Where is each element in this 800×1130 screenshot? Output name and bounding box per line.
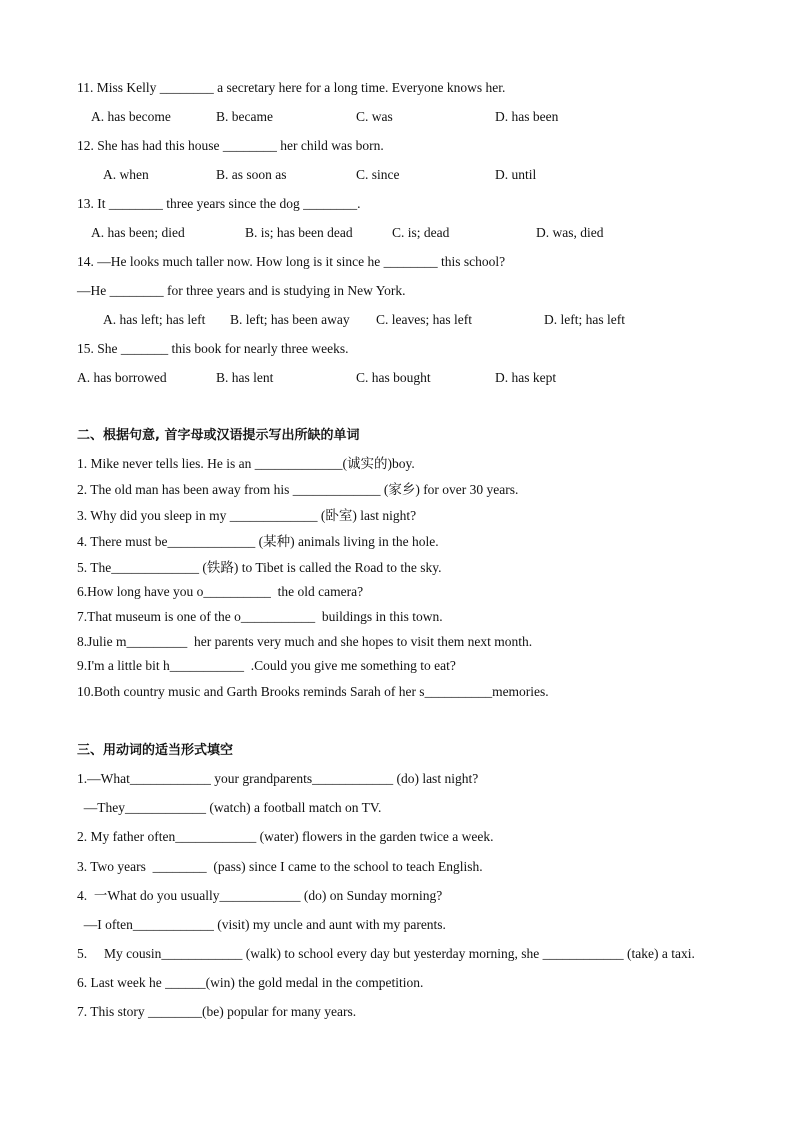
section-3-heading: 三、用动词的适当形式填空 — [77, 743, 234, 758]
option-11-b: B. became — [216, 109, 273, 124]
question-11: 11. Miss Kelly ________ a secretary here for a long time. Everyone knows her. — [77, 80, 506, 95]
fill-word-item: 9.I'm a little bit h___________ .Could you give me something to eat? — [77, 658, 456, 673]
verb-form-item: 2. My father often____________ (water) flowers in the garden twice a week. — [77, 829, 494, 844]
option-15-d: D. has kept — [495, 370, 557, 385]
option-13-c: C. is; dead — [392, 225, 450, 240]
verb-form-item: 7. This story ________(be) popular for many years. — [77, 1004, 357, 1019]
question-14: 14. —He looks much taller now. How long is it since he ________ this school? — [77, 254, 506, 269]
verb-form-item: —They____________ (watch) a football match on TV. — [77, 800, 382, 815]
fill-word-item: 6.How long have you o__________ the old camera? — [77, 584, 364, 599]
option-12-d: D. until — [495, 167, 537, 182]
verb-form-item: 1.—What____________ your grandparents____________ (do) last night? — [77, 771, 479, 786]
fill-word-item: 4. There must be_____________ (某种) animals living in the hole. — [77, 534, 439, 549]
verb-form-item: 4. 一What do you usually____________ (do) on Sunday morning? — [77, 888, 443, 903]
question-14-reply: —He ________ for three years and is studying in New York. — [77, 283, 406, 298]
option-12-a: A. when — [103, 167, 149, 182]
option-15-b: B. has lent — [216, 370, 274, 385]
verb-form-item: 6. Last week he ______(win) the gold medal in the competition. — [77, 975, 424, 990]
option-13-b: B. is; has been dead — [245, 225, 353, 240]
question-13: 13. It ________ three years since the dog ________. — [77, 196, 361, 211]
option-12-c: C. since — [356, 167, 400, 182]
option-11-a: A. has become — [91, 109, 171, 124]
option-15-c: C. has bought — [356, 370, 431, 385]
fill-word-item: 5. The_____________ (铁路) to Tibet is called the Road to the sky. — [77, 560, 442, 575]
option-14-d: D. left; has left — [544, 312, 625, 327]
option-14-c: C. leaves; has left — [376, 312, 472, 327]
fill-word-item: 8.Julie m_________ her parents very much and she hopes to visit them next month. — [77, 634, 533, 649]
question-12: 12. She has had this house ________ her child was born. — [77, 138, 384, 153]
option-14-b: B. left; has been away — [230, 312, 350, 327]
fill-word-item: 7.That museum is one of the o___________ buildings in this town. — [77, 609, 443, 624]
option-11-c: C. was — [356, 109, 393, 124]
verb-form-item: —I often____________ (visit) my uncle and aunt with my parents. — [77, 917, 446, 932]
fill-word-item: 10.Both country music and Garth Brooks reminds Sarah of her s__________memories. — [77, 684, 549, 699]
option-11-d: D. has been — [495, 109, 559, 124]
option-14-a: A. has left; has left — [103, 312, 206, 327]
option-15-a: A. has borrowed — [77, 370, 167, 385]
fill-word-item: 1. Mike never tells lies. He is an _____________(诚实的)boy. — [77, 456, 415, 471]
fill-word-item: 2. The old man has been away from his _____________ (家乡) for over 30 years. — [77, 482, 519, 497]
question-15: 15. She _______ this book for nearly three weeks. — [77, 341, 349, 356]
option-13-a: A. has been; died — [91, 225, 185, 240]
section-2-heading: 二、根据句意, 首字母或汉语提示写出所缺的单词 — [77, 428, 360, 443]
verb-form-item: 3. Two years ________ (pass) since I came to the school to teach English. — [77, 859, 483, 874]
option-12-b: B. as soon as — [216, 167, 287, 182]
option-13-d: D. was, died — [536, 225, 604, 240]
verb-form-item: 5. My cousin____________ (walk) to school every day but yesterday morning, she ____________ (take) a taxi. — [77, 946, 695, 961]
fill-word-item: 3. Why did you sleep in my _____________ (卧室) last night? — [77, 508, 417, 523]
